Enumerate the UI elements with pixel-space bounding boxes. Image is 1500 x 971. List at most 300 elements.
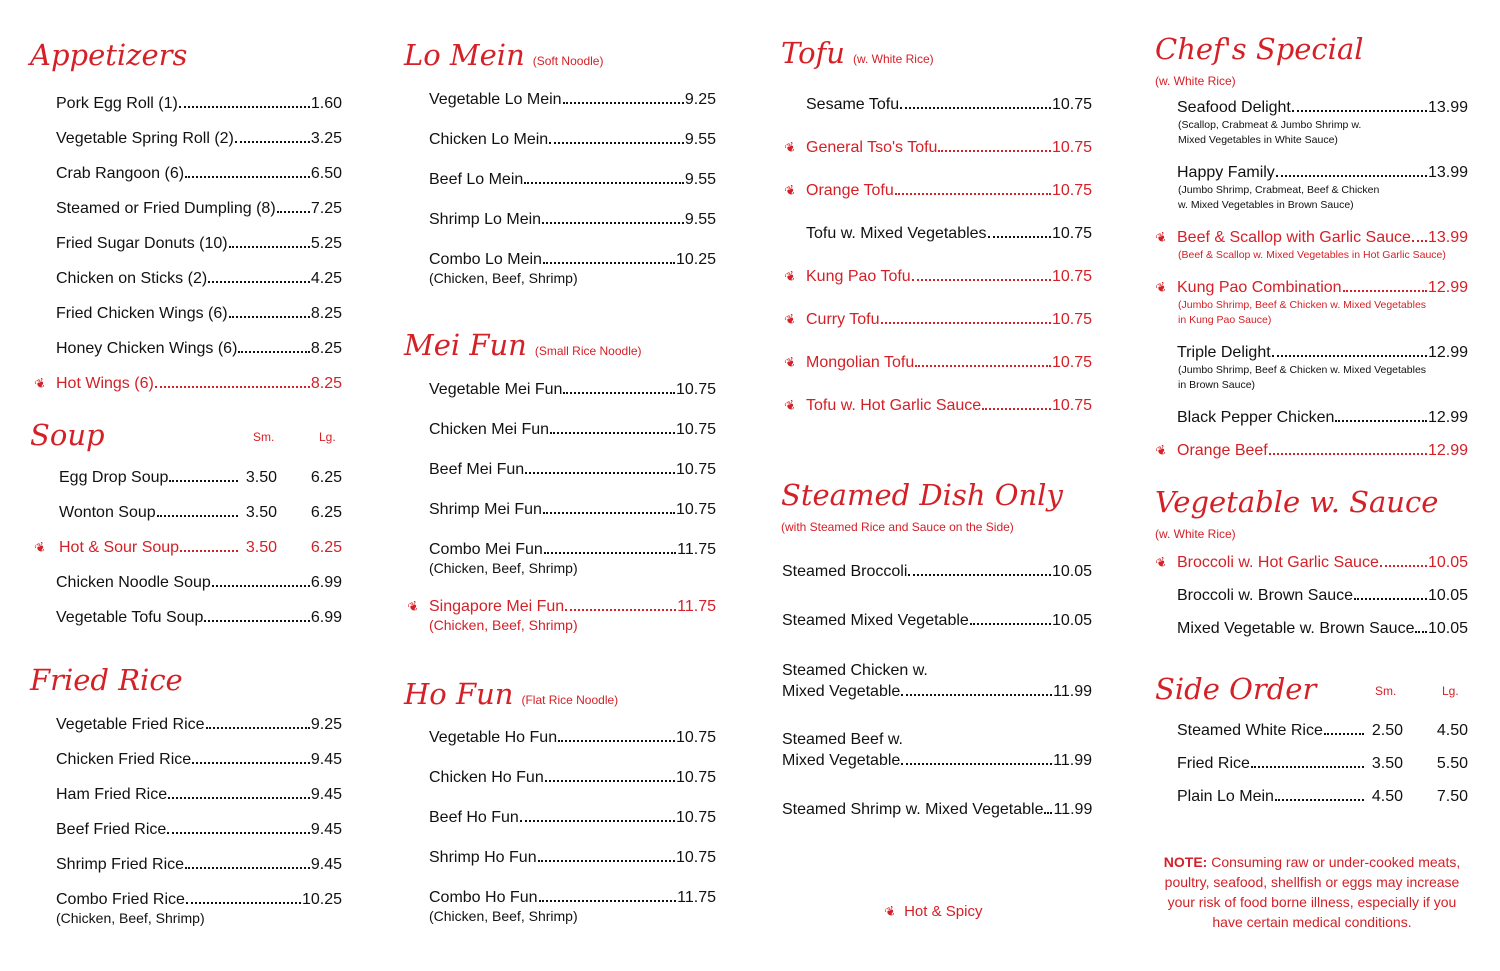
item-name: Broccoli w. Brown Sauce [1177,587,1354,604]
item-name: Shrimp Lo Mein [429,211,542,228]
item-name: Seafood Delight [1177,99,1291,116]
item-price: 10.75 [675,461,716,478]
item-row [429,597,716,617]
dot-leader [185,176,310,178]
item-description: (Chicken, Beef, Shrimp) [429,560,578,576]
item-row [806,181,1092,201]
item-row [1177,408,1468,428]
item-row [56,304,342,324]
section-note: (w. White Rice) [1155,74,1236,88]
section-title: Mei Fun [404,328,527,362]
dot-leader [549,142,684,144]
section-title: Appetizers [30,38,188,72]
menu-item [404,768,716,788]
item-price: 7.25 [310,200,342,217]
dot-leader [229,246,310,248]
menu-item [30,234,342,254]
dot-leader [168,797,310,799]
dot-leader [881,322,1051,324]
item-price: 11.99 [1053,683,1092,700]
dot-leader [908,574,1051,576]
dot-leader [208,281,310,283]
item-name: Chicken Lo Mein [429,131,549,148]
item-name: Steamed White Rice [1177,722,1323,739]
dot-leader [229,316,310,318]
item-price: 12.99 [1427,409,1468,426]
dot-leader [550,432,675,434]
item-price-small: 3.50 [245,469,277,486]
note-text: Consuming raw or under-cooked meats, poultry, seafood, shellfish or eggs may increase your risk of food borne illness, especially if you have certain medical conditions. [1164,854,1461,930]
item-name: Chicken Ho Fun [429,769,544,786]
menu-item [781,353,1092,373]
menu-item [404,597,716,634]
dot-leader [1251,766,1364,768]
dot-leader [238,351,309,353]
dot-leader [915,365,1051,367]
item-name: Fried Chicken Wings (6) [56,305,228,322]
item-price: 10.75 [675,769,716,786]
item-price: 13.99 [1427,99,1468,116]
section-lo-mein [404,38,716,307]
menu-item [404,380,716,400]
item-description: w. Mixed Vegetables in Brown Sauce) [1178,199,1354,211]
dot-leader [157,515,238,517]
item-name: Steamed Shrimp w. Mixed Vegetable [782,801,1044,818]
menu-item [30,503,342,523]
item-name: Fried Sugar Donuts (10) [56,235,228,252]
section-mei-fun [404,328,716,654]
chili-pepper-icon: ❦ [1153,278,1170,297]
section-title: Vegetable w. Sauce [1155,485,1439,519]
item-description: (Chicken, Beef, Shrimp) [429,270,578,286]
menu-item [404,728,716,748]
item-description: (Chicken, Beef, Shrimp) [56,910,205,926]
menu-item [30,750,342,770]
item-price: 10.75 [1051,354,1092,371]
dot-leader [204,620,309,622]
item-row [429,500,716,520]
item-row [1177,586,1468,606]
menu-item [30,94,342,114]
item-price: 10.75 [1051,397,1092,414]
item-price: 10.75 [1051,225,1092,242]
item-name: Kung Pao Combination [1177,279,1342,296]
section-note: (with Steamed Rice and Sauce on the Side) [781,520,1014,534]
item-row [806,267,1092,287]
section-title: Ho Fun [404,677,514,711]
item-price: 10.25 [301,891,342,908]
item-name: Vegetable Spring Roll (2) [56,130,234,147]
section-vegetable-sauce [1155,485,1468,652]
item-name: Combo Mei Fun [429,541,543,558]
dot-leader [179,106,310,108]
section-chefs-special [1155,32,1468,471]
item-name: Honey Chicken Wings (6) [56,340,238,357]
item-name: Shrimp Mei Fun [429,501,542,518]
item-row [1177,787,1468,807]
steamed-list [781,562,1092,820]
item-name: Combo Ho Fun [429,889,538,906]
item-row [1177,343,1468,363]
item-name: Steamed or Fried Dumpling (8) [56,200,276,217]
item-price: 6.50 [310,165,342,182]
menu-item [30,164,342,184]
dot-leader [1272,355,1427,357]
menu-item [781,267,1092,287]
item-price: 10.75 [675,849,716,866]
dot-leader [545,780,675,782]
item-price: 9.45 [310,821,342,838]
item-price: 13.99 [1427,164,1468,181]
item-name: Mixed Vegetable [782,752,901,769]
item-name: Vegetable Tofu Soup [56,609,204,626]
menu-item [1155,163,1468,213]
menu-item [1155,343,1468,393]
chili-pepper-icon: ❦ [32,538,49,557]
dot-leader [169,480,238,482]
dot-leader [558,740,675,742]
chili-pepper-icon: ❦ [405,597,422,616]
menu-item [404,210,716,230]
item-name: Plain Lo Mein [1177,788,1274,805]
dot-leader [524,182,684,184]
item-name: Curry Tofu [806,311,880,328]
item-row [56,199,342,219]
menu-item [781,224,1092,244]
item-row [429,848,716,868]
item-name: Broccoli w. Hot Garlic Sauce [1177,554,1379,571]
section-title: Chef's Special [1155,32,1364,66]
item-price: 6.99 [310,574,342,591]
item-price: 10.75 [1051,311,1092,328]
menu-item [781,800,1092,820]
dot-leader [544,552,676,554]
item-name: Steamed Mixed Vegetable [782,612,969,629]
menu-item [1155,754,1468,774]
menu-item [30,468,342,488]
item-description: in Brown Sauce) [1178,379,1256,391]
health-note [1158,852,1466,932]
item-row [1177,553,1468,573]
menu-item [404,130,716,150]
item-price-large: 4.50 [1436,722,1468,739]
dot-leader [900,107,1051,109]
dot-leader [192,762,310,764]
dot-leader [1415,631,1426,633]
item-price-small: 2.50 [1371,722,1403,739]
menu-item [404,808,716,828]
item-name: Mongolian Tofu [806,354,915,371]
item-price: 9.45 [310,856,342,873]
item-price-large: 6.25 [310,539,342,556]
item-name: Steamed Broccoli [782,563,908,580]
section-note: (w. White Rice) [852,52,934,66]
item-price-small: 3.50 [245,504,277,521]
chili-pepper-icon: ❦ [32,374,49,393]
item-description: Mixed Vegetables in White Sauce) [1178,134,1338,146]
item-name: Vegetable Ho Fun [429,729,558,746]
hot-spicy-legend [882,902,983,921]
dot-leader [539,900,677,902]
item-price: 10.05 [1051,612,1092,629]
section-title: Side Order [1155,672,1317,706]
item-price: 11.75 [677,889,716,906]
item-price: 10.75 [675,729,716,746]
item-name: Chicken Noodle Soup [56,574,211,591]
item-name: Vegetable Mei Fun [429,381,563,398]
item-row [56,608,342,628]
item-price-small: 3.50 [245,539,277,556]
item-description: (Chicken, Beef, Shrimp) [429,617,578,633]
dot-leader [1292,110,1427,112]
dot-leader [542,222,684,224]
item-name: Beef Mei Fun [429,461,525,478]
dot-leader [1343,290,1427,292]
menu-item [30,129,342,149]
item-price-small: 3.50 [1371,755,1403,772]
item-name: Beef Fried Rice [56,821,167,838]
section-note: (Small Rice Noodle) [534,344,642,358]
menu-item [781,396,1092,416]
menu-item [404,888,716,925]
dot-leader [543,512,675,514]
item-name: Egg Drop Soup [59,469,169,486]
mei-fun-list [404,380,716,634]
menu-item [30,538,342,558]
section-note: (Soft Noodle) [532,54,604,68]
item-description: (Beef & Scallop w. Mixed Vegetables in Hot Garlic Sauce) [1178,249,1446,261]
item-price: 10.75 [1051,96,1092,113]
menu-item [781,138,1092,158]
item-name: Crab Rangoon (6) [56,165,185,182]
menu-item [30,339,342,359]
menu-item [30,608,342,628]
item-price: 9.45 [310,751,342,768]
item-row [806,138,1092,158]
item-name: Orange Beef [1177,442,1268,459]
item-row [1177,619,1468,639]
item-price: 11.99 [1053,752,1092,769]
dot-leader [538,860,675,862]
chili-pepper-icon: ❦ [1153,441,1170,460]
item-name: Beef & Scallop with Garlic Sauce [1177,229,1411,246]
menu-item [30,269,342,289]
item-row [1177,278,1468,298]
item-name: Tofu w. Mixed Vegetables [806,225,987,242]
item-row [429,768,716,788]
item-row [429,130,716,150]
appetizers-list [30,94,342,394]
menu-item [1155,586,1468,606]
item-row [429,210,716,230]
item-name: Pork Egg Roll (1) [56,95,178,112]
item-row [1177,228,1468,248]
item-price: 1.60 [310,95,342,112]
dot-leader [180,550,238,552]
item-row [59,503,342,523]
item-row [56,785,342,805]
dot-leader [1276,175,1427,177]
item-row [56,234,342,254]
item-name: Happy Family [1177,164,1275,181]
item-name: Hot Wings (6) [56,375,154,392]
item-name: Mixed Vegetable w. Brown Sauce [1177,620,1415,637]
vegetable-sauce-list [1155,553,1468,639]
item-description: (Jumbo Shrimp, Beef & Chicken w. Mixed Vegetables [1178,299,1427,311]
chili-pepper-icon: ❦ [1153,228,1170,247]
menu-item [30,890,342,927]
section-steamed [781,478,1092,840]
soup-list [30,468,342,628]
item-price: 8.25 [310,375,342,392]
item-price: 3.25 [310,130,342,147]
menu-item [1155,278,1468,328]
dot-leader [167,832,310,834]
section-note: (w. White Rice) [1155,527,1236,541]
dot-leader [277,211,310,213]
side-order-list [1155,721,1468,807]
item-price: 11.99 [1053,801,1093,818]
dot-leader [1412,240,1427,242]
item-price: 4.25 [310,270,342,287]
menu-item [404,250,716,287]
item-name: Chicken on Sticks (2) [56,270,208,287]
menu-item [30,855,342,875]
menu-item [30,199,342,219]
item-name: Wonton Soup [59,504,156,521]
item-row [429,540,716,560]
item-row [56,715,342,735]
col-large-header: Lg. [319,430,336,444]
chili-pepper-icon: ❦ [782,181,799,200]
menu-item [1155,228,1468,263]
item-row [1177,163,1468,183]
item-price: 9.55 [684,211,716,228]
item-name: Orange Tofu [806,182,894,199]
menu-item [1155,787,1468,807]
dot-leader [185,867,310,869]
item-price: 13.99 [1427,229,1468,246]
col-small-header: Sm. [253,430,275,444]
item-row [429,380,716,400]
menu-item [30,820,342,840]
section-tofu [781,36,1092,439]
item-price: 10.75 [1051,268,1092,285]
item-price: 10.75 [675,381,716,398]
menu-item [1155,553,1468,573]
chili-pepper-icon: ❦ [782,138,799,157]
dot-leader [543,262,675,264]
item-description: (Jumbo Shrimp, Beef & Chicken w. Mixed Vegetables [1178,364,1427,376]
section-title: Steamed Dish Only [781,478,1063,512]
item-row [806,396,1092,416]
dot-leader [988,236,1051,238]
section-title: Soup [30,418,105,452]
menu-item [30,304,342,324]
chili-pepper-icon: ❦ [782,396,799,415]
menu-item [781,310,1092,330]
item-row [56,339,342,359]
dot-leader [155,386,310,388]
item-row [56,374,342,394]
dot-leader [563,392,675,394]
dot-leader [1335,420,1427,422]
section-title: Lo Mein [404,38,525,72]
dot-leader [212,585,310,587]
item-price: 10.05 [1427,554,1468,571]
item-name: Shrimp Fried Rice [56,856,185,873]
chili-pepper-icon: ❦ [782,310,799,329]
menu-item [1155,619,1468,639]
dot-leader [895,193,1051,195]
item-row [1177,441,1468,461]
dot-leader [186,902,301,904]
menu-item [404,848,716,868]
col-large-header: Lg. [1442,684,1459,698]
menu-item [404,90,716,110]
item-description: (Jumbo Shrimp, Crabmeat, Beef & Chicken [1178,184,1380,196]
item-name: Ham Fried Rice [56,786,168,803]
item-row [56,855,342,875]
dot-leader [1354,598,1427,600]
item-price: 11.75 [677,598,716,615]
chili-pepper-icon: ❦ [1153,553,1170,572]
section-side-order [1155,672,1468,820]
item-price: 10.05 [1427,620,1468,637]
chefs-special-list [1155,98,1468,461]
item-name: Vegetable Fried Rice [56,716,205,733]
dot-leader [520,820,675,822]
legend-label: Hot & Spicy [904,903,983,920]
item-row [429,888,716,908]
ho-fun-list [404,728,716,925]
item-name-line1: Steamed Beef w. [782,731,903,748]
menu-item [1155,408,1468,428]
dot-leader [901,694,1052,696]
dot-leader [912,279,1051,281]
item-name: Mixed Vegetable [782,683,901,700]
item-row [56,750,342,770]
item-row [56,890,342,910]
menu-item [404,420,716,440]
item-row [56,94,342,114]
item-name: Combo Fried Rice [56,891,185,908]
item-row [1177,721,1468,741]
item-price: 5.25 [310,235,342,252]
item-price: 10.05 [1051,563,1092,580]
item-row [429,90,716,110]
tofu-list [781,95,1092,416]
item-name: Chicken Mei Fun [429,421,550,438]
item-row [56,269,342,289]
item-row [429,420,716,440]
item-row [429,250,716,270]
item-name: Shrimp Ho Fun [429,849,537,866]
item-price: 12.99 [1427,442,1468,459]
item-row [806,95,1092,115]
item-name: Triple Delight [1177,344,1271,361]
menu-item [1155,441,1468,461]
section-title: Fried Rice [30,663,183,697]
note-label: NOTE: [1163,854,1208,870]
item-name: Vegetable Lo Mein [429,91,562,108]
menu-item [30,785,342,805]
chili-pepper-icon: ❦ [782,267,799,286]
item-price: 9.45 [310,786,342,803]
item-price-large: 7.50 [1436,788,1468,805]
chili-pepper-icon: ❦ [782,353,799,372]
item-row [429,728,716,748]
